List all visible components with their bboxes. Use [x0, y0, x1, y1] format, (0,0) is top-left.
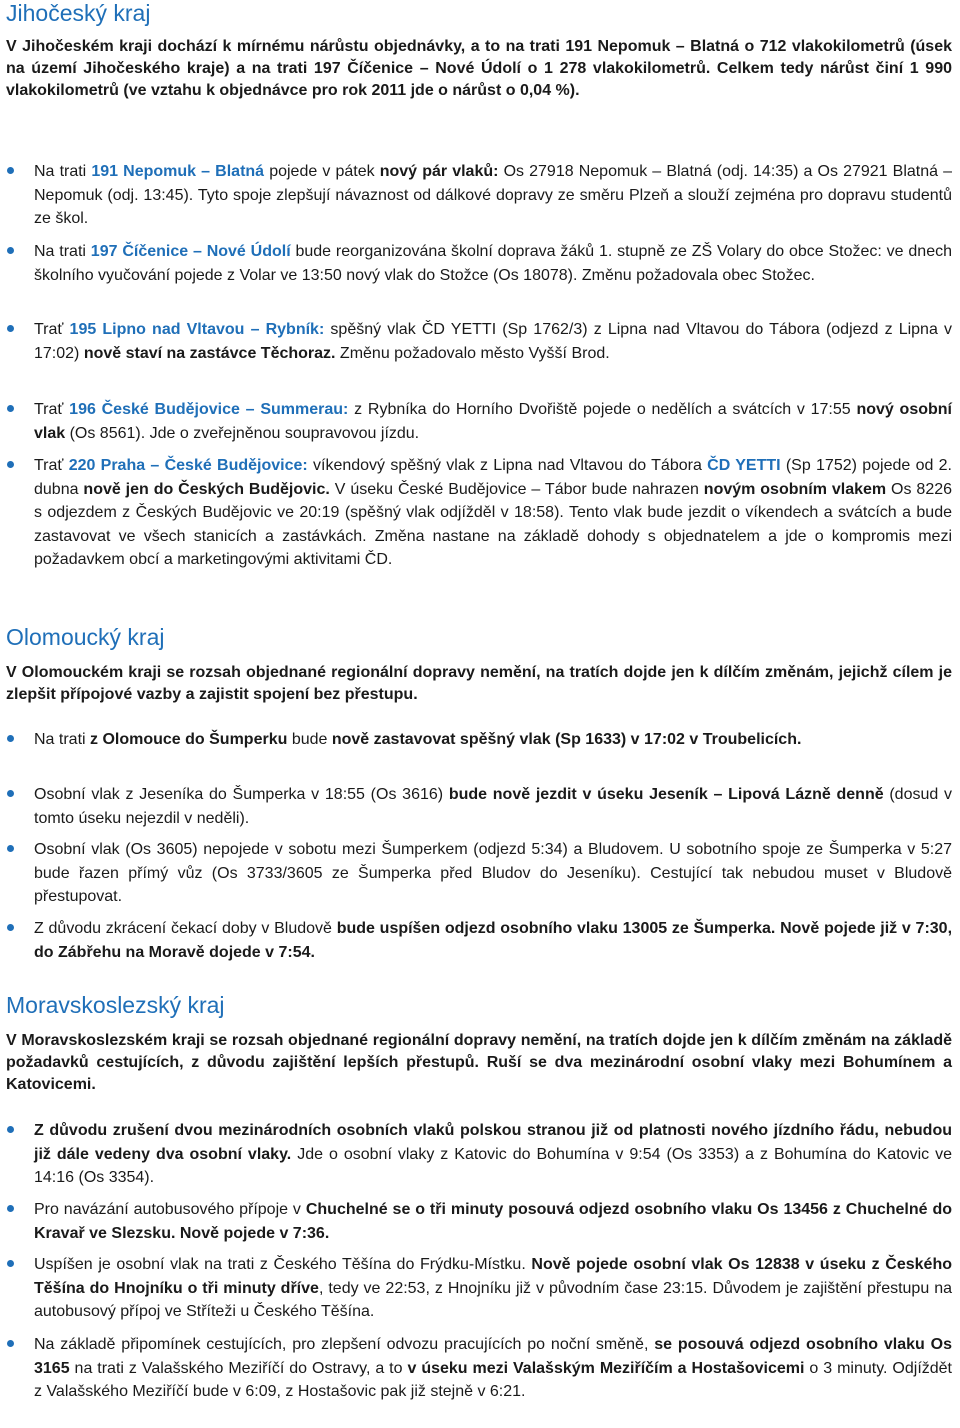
text-segment: bude	[287, 731, 332, 748]
line-reference-text: 196 České Budějovice – Summerau:	[69, 401, 349, 418]
text-segment: V Olomouckém kraji se rozsah objednané regionální dopravy nemění, na tratích dojde jen k dílčím změnám, jejichž cílem je zlepšit přípojové vazby a zajistit spojení bez přestupu.	[6, 664, 952, 703]
text-segment: Na trati	[34, 731, 91, 748]
line-reference-text: 191 Nepomuk – Blatná	[91, 163, 265, 180]
text-segment: Změnu požadovalo město Vyšší Brod.	[335, 344, 610, 362]
section-heading: Jihočeský kraj	[6, 0, 151, 26]
list-item	[34, 917, 952, 964]
list-item	[34, 240, 952, 287]
text-segment: spěšný vlak ČD YETTI (Sp 1762/3) z Lipna nad Vltavou do Tábora (odjezd z Lipna v 17:02)	[34, 321, 952, 362]
bullet-dot-icon	[7, 405, 14, 412]
list-item	[34, 838, 952, 909]
list-item	[34, 454, 952, 572]
text-segment: Pro navázání autobusového přípoje v	[34, 1201, 306, 1218]
text-segment: nový pár vlaků:	[379, 163, 499, 180]
list-item	[34, 398, 952, 445]
text-segment: bude nově jezdit v úseku Jeseník – Lipová Lázně denně	[448, 786, 884, 803]
text-segment: Trať	[34, 401, 70, 418]
section-heading: Moravskoslezský kraj	[6, 992, 225, 1018]
text-segment: v úseku mezi Valašským Meziříčím a Hostašovicemi	[407, 1359, 805, 1377]
bullet-dot-icon	[7, 247, 14, 254]
text-segment: z Rybníka do Horního Dvořiště pojede o nedělích a svátcích v 17:55	[348, 401, 857, 418]
text-segment: nově staví na zastávce Těchoraz.	[83, 344, 336, 362]
line-reference-text: 220 Praha – České Budějovice:	[68, 457, 308, 474]
text-segment: nový osobní vlak	[34, 401, 952, 442]
section-intro	[6, 1030, 952, 1096]
list-item	[34, 783, 952, 830]
text-segment: Jde o osobní vlaky z Katovic do Bohumína v 9:54 (Os 3353) a z Bohumína do Katovic ve 14:16 (Os 3354).	[34, 1145, 953, 1186]
bullet-dot-icon	[7, 167, 14, 174]
text-segment: Celkem tedy nárůst činí 1 990 vlakokilometrů (ve vztahu k objednávce pro rok 2011 jde o nárůst o 0,04 %).	[6, 60, 953, 99]
text-segment: nově jen do Českých Budějovic.	[83, 480, 330, 498]
text-segment: na trati z Valašského Meziříčí do Ostravy, a to	[69, 1359, 408, 1377]
text-segment: Uspíšen je osobní vlak na trati z Českého Těšína do Frýdku-Místku.	[34, 1256, 532, 1273]
text-segment: Osobní vlak (Os 3605) nepojede v sobotu mezi Šumperkem (odjezd 5:34) a Bludovem. U sobotního spoje ze Šumperka v 5:27 bude řazen přímý vůz (Os 3733/3605 ze Šumperka před Bludov do Jeseníku). Cestující tak nebudou muset v Bludově přestupovat.	[34, 841, 952, 905]
list-item	[34, 1198, 952, 1245]
text-segment: (úsek na území Jihočeského kraje)	[6, 38, 953, 77]
text-segment: Trať	[34, 321, 70, 338]
text-segment: , tedy ve 22:53, z Hnojníku již v původním čase 23:15. Důvodem je zajištění přestupu na autobusový přípoj ve Stříteži u Českého Těšína.	[34, 1279, 952, 1320]
text-segment: novým osobním vlakem	[703, 480, 887, 498]
list-item	[34, 728, 952, 752]
text-segment: o 3 minuty. Odjíždět z Valašského Meziříčí bude v 6:09, z Hostašovic pak již stejně v 6:21.	[34, 1359, 952, 1400]
list-item	[34, 160, 952, 231]
list-item	[34, 1253, 952, 1324]
text-segment: víkendový spěšný vlak z Lipna nad Vltavou do Tábora	[307, 457, 708, 474]
line-reference-text: 195 Lipno nad Vltavou – Rybník:	[69, 321, 325, 338]
text-segment: Na základě připomínek cestujících, pro zlepšení odvozu pracujících po noční směně,	[34, 1336, 655, 1353]
text-segment: (Os 8561). Jde o zveřejněnou soupravovou jízdu.	[65, 424, 420, 442]
text-segment: (Sp 1752) pojede od 2. dubna	[34, 457, 952, 498]
list-item	[34, 318, 952, 365]
text-segment: Na trati	[34, 163, 92, 180]
section-intro	[6, 662, 952, 706]
bullet-dot-icon	[7, 735, 14, 742]
bullet-dot-icon	[7, 325, 14, 332]
list-item	[34, 1119, 952, 1190]
text-segment: pojede v pátek	[264, 163, 380, 180]
list-item	[34, 1333, 952, 1404]
section-intro	[6, 36, 952, 102]
section-heading: Olomoucký kraj	[6, 624, 165, 650]
text-segment: Chuchelné se o tři minuty posouvá odjezd osobního vlaku Os 13456 z Chuchelné do Kravař ve Slezsku. Nově pojede v 7:36.	[34, 1201, 952, 1242]
text-segment: V Moravskoslezském kraji se rozsah objednané regionální dopravy nemění, na tratích dojde jen k dílčím změnám na základě požadavků cestujících, z důvodu zajištění lepších přestupů. Ruší se dva mezinárodní osobní vlaky mezi Bohumínem a Katovicemi.	[6, 1032, 952, 1093]
text-segment: Z důvodu zkrácení čekací doby v Bludově	[34, 920, 337, 937]
text-segment: Z důvodu zrušení dvou mezinárodních osobních vlaků polskou stranou již od platnosti nového jízdního řádu, nebudou již dále vedeny dva osobní vlaky.	[34, 1122, 952, 1163]
bullet-dot-icon	[7, 461, 14, 468]
text-segment: nově zastavovat spěšný vlak (Sp 1633) v 17:02 v Troubelicích.	[331, 731, 802, 748]
text-segment: z Olomouce do Šumperku	[90, 731, 288, 748]
bullet-dot-icon	[7, 924, 14, 931]
bullet-dot-icon	[7, 1340, 14, 1347]
text-segment: (dosud v tomto úseku nejezdil v neděli).	[34, 786, 953, 827]
text-segment: bude uspíšen odjezd osobního vlaku 13005 ze Šumperka. Nově pojede již v 7:30, do Zábřehu na Moravě dojede v 7:54.	[34, 920, 953, 961]
text-segment: se posouvá odjezd osobního vlaku Os 3165	[34, 1336, 953, 1377]
bullet-dot-icon	[7, 1205, 14, 1212]
text-segment: Trať	[34, 457, 69, 474]
bullet-dot-icon	[7, 1260, 14, 1267]
text-segment: Os 8226 s odjezdem z Českých Budějovic ve 20:19 (spěšný vlak odjížděl v 18:58). Tento vlak bude jezdit o víkendech a svátcích a bude zastavovat ve všech stanicích a zastávkách. Změna nastane na základě dohody s objednatelem a jde o kompromis mezi požadavkem obcí a marketingovými aktivitami ČD.	[34, 480, 953, 568]
text-segment: Os 27918 Nepomuk – Blatná (odj. 14:35) a Os 27921 Blatná – Nepomuk (odj. 13:45). Tyto spoje zlepšují návaznost od dálkové dopravy ze směru Plzeň a slouží zejména pro dopravu studentů ze škol.	[34, 163, 953, 227]
bullet-dot-icon	[7, 1126, 14, 1133]
text-segment: Na trati	[34, 243, 91, 260]
text-segment: ČD YETTI	[707, 457, 781, 474]
text-segment: V Jihočeském kraji dochází k mírnému nárůstu objednávky, a to na trati 191 Nepomuk – Blatná o 712 vlakokilometrů	[6, 38, 905, 55]
bullet-dot-icon	[7, 790, 14, 797]
bullet-dot-icon	[7, 845, 14, 852]
text-segment: V úseku České Budějovice – Tábor bude nahrazen	[329, 480, 704, 498]
text-segment: bude reorganizována školní doprava žáků 1. stupně ze ZŠ Volary do obce Stožec: ve dnech školního vyučování pojede z Volar ve 13:50 nový vlak do Stožce (Os 18078). Změnu požadovala obec Stožec.	[34, 243, 952, 284]
text-segment: Nově pojede osobní vlak Os 12838 v úseku z Českého Těšína do Hnojníku o tři minuty dříve	[34, 1256, 952, 1297]
text-segment: a na trati 197 Číčenice – Nové Údolí o 1 278 vlakokilometrů.	[236, 60, 711, 77]
line-reference-text: 197 Číčenice – Nové Údolí	[90, 243, 291, 260]
text-segment: Osobní vlak z Jeseníka do Šumperka v 18:55 (Os 3616)	[34, 786, 449, 803]
